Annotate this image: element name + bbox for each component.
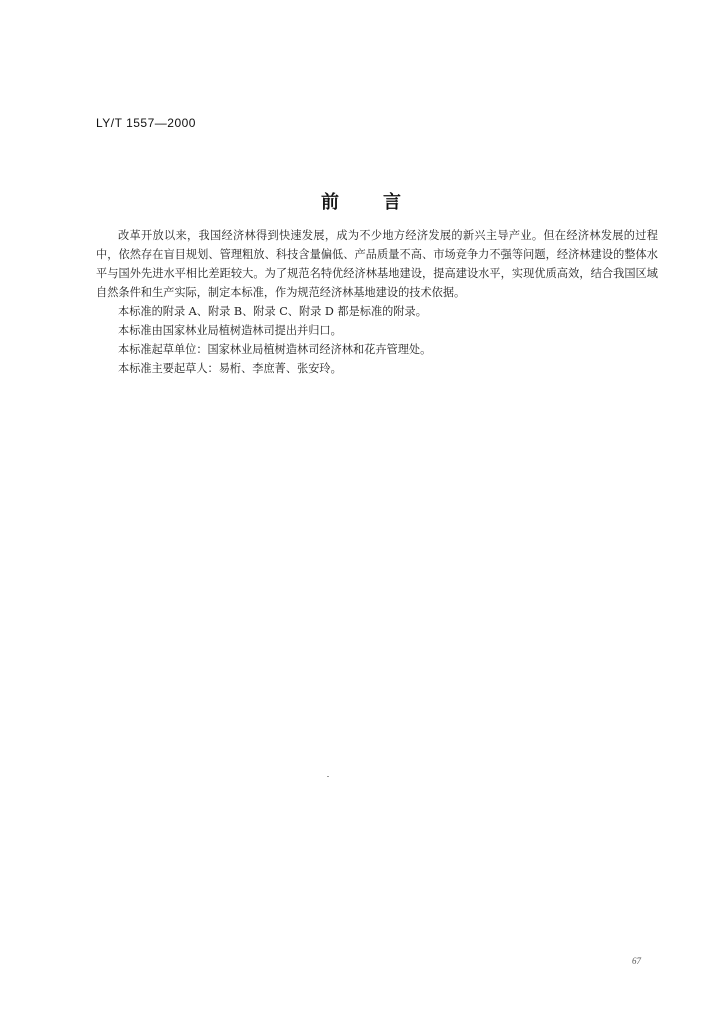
paragraph-proposer: 本标准由国家林业局植树造林司提出并归口。 — [118, 324, 342, 337]
standard-code: LY/T 1557—2000 — [96, 116, 196, 130]
scan-speck — [327, 776, 329, 777]
page-number: 67 — [632, 956, 641, 966]
title-char-2: 言 — [383, 192, 401, 213]
paragraph-drafters: 本标准主要起草人：易桁、李庶菁、张安玲。 — [118, 362, 342, 375]
paragraph-intro: 改革开放以来，我国经济林得到快速发展，成为不少地方经济发展的新兴主导产业。但在经济林发展的过程中，依然存在盲目规划、管理粗放、科技含量偏低、产品质量不高、市场竞争力不强等问题，经济林建设的整体水平与国外先进水平相比差距较大。为了规范名特优经济林基地建设，提高建设水平，实现优质高效，结合我国区域自然条件和生产实际，制定本标准，作为规范经济林基地建设的技术依据。 — [96, 229, 658, 299]
preface-body — [96, 226, 658, 378]
title-char-1: 前 — [321, 192, 339, 213]
paragraph-appendices: 本标准的附录 A、附录 B、附录 C、附录 D 都是标准的附录。 — [118, 305, 427, 318]
page-title — [0, 188, 722, 214]
paragraph-drafting-unit: 本标准起草单位：国家林业局植树造林司经济林和花卉管理处。 — [118, 343, 432, 356]
